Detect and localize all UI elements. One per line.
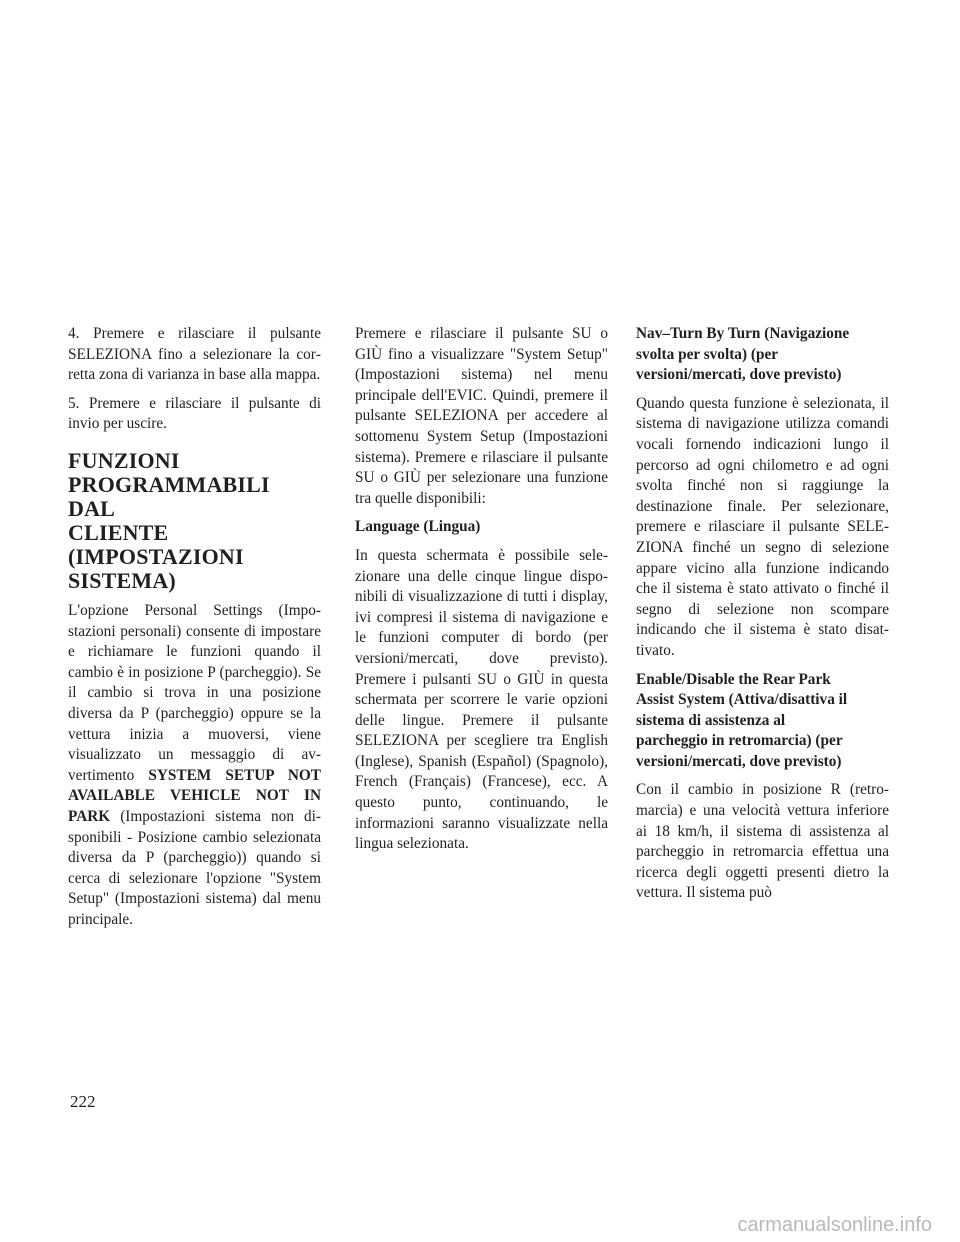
heading-line: parcheggio in retromarcia) (per [636, 732, 843, 750]
language-paragraph: In questa schermata è possibile selezionare una delle cinque lingue disponibili di visualizzazione di tutti i display, ivi compresi il sistema di navigazione e le funzioni computer di bordo (per versioni/mercati, dove previsto). Premere i pulsanti SU o GIÙ in questa schermata per scorrere le varie opzioni delle lingue. Premere il pulsante SELEZIONA per scegliere tra English (Inglese), Spanish (Español) (Spagnolo), French (Français) (Francese), ecc. A questo punto, continuando, le informazioni saranno visualizzate nella lingua selezionata. [355, 546, 608, 853]
heading-line: versioni/mercati, dove previsto) [636, 752, 842, 770]
personal-settings-paragraph [68, 601, 321, 931]
personal-settings-text-cont: (Impostazioni sistema non disponibili - Posizione cambio selezionata diversa da P (parcheggio)) quando si cerca di selezionare l'opzione "System Setup" (Impostazioni sistema) dal menu principale. [68, 807, 321, 928]
language-heading: Language (Lingua) [355, 518, 481, 536]
page-number: 222 [70, 1092, 96, 1111]
heading-line: versioni/mercati, dove previsto) [636, 366, 842, 384]
watermark: carmanualsonline.info [737, 1214, 932, 1236]
section-title-line: FUNZIONI [68, 447, 180, 473]
text-column-left [68, 324, 321, 938]
heading-line: Enable/Disable the Rear Park [636, 670, 831, 688]
step-4-paragraph: 4. Premere e rilasciare il pulsante SELEZIONA fino a selezionare la corretta zona di varianza in base alla mappa. [68, 325, 321, 384]
section-title-line: CLIENTE (IMPOSTAZIONI [68, 519, 244, 569]
text-column-middle [355, 324, 608, 863]
system-setup-intro: Premere e rilasciare il pulsante SU o GIÙ fino a visualizzare "System Setup" (Impostazioni sistema) nel menu principale dell'EVIC. Quindi, premere il pulsante SELEZIONA per accedere al sottomenu System Setup (Impostazioni sistema). Premere e rilasciare il pulsante SU o GIÙ per selezionare una funzione tra quelle disponibili: [355, 325, 608, 507]
heading-line: svolta per svolta) (per [636, 345, 779, 363]
rear-park-assist-heading [636, 670, 889, 773]
personal-settings-text: L'opzione Personal Settings (Impostazioni personali) consente di impostare e richiamare le funzioni quando il cambio è in posizione P (parcheggio). Se il cambio si trova in una posizione diversa da P (parcheggio) oppure se la vettura inizia a muoversi, viene visualizzato un messaggio di avvertimento [68, 601, 321, 784]
text-column-right [636, 324, 889, 912]
section-title-line: SISTEMA) [68, 567, 176, 593]
heading-line: Nav–Turn By Turn (Navigazione [636, 325, 850, 342]
step-5-paragraph: 5. Premere e rilasciare il pulsante di invio per uscire. [68, 394, 321, 433]
heading-line: sistema di assistenza al [636, 711, 786, 729]
section-title-line: PROGRAMMABILI DAL [68, 471, 270, 521]
rear-park-assist-paragraph: Con il cambio in posizione R (retromarcia) e una velocità vettura inferiore ai 18 km/h, il sistema di assistenza al parcheggio in retromarcia effettua una ricerca degli oggetti presenti dietro la vettura. Il sistema può [636, 781, 889, 902]
heading-line: Assist System (Attiva/disattiva il [636, 691, 848, 709]
nav-turn-by-turn-heading [636, 324, 889, 386]
nav-turn-by-turn-paragraph: Quando questa funzione è selezionata, il sistema di navigazione utilizza comandi vocali fornendo indicazioni lungo il percorso ad ogni chilometro e ad ogni svolta finché non si raggiunge la destinazione finale. Per selezionare, premere e rilasciare il pulsante SELEZIONA finché un segno di selezione appare vicino alla funzione indicando che il sistema è stato attivato o finché il segno di selezione non scompare indicando che il sistema è stato disattivato. [636, 394, 889, 659]
section-title [68, 449, 321, 593]
warning-message: SYSTEM SETUP NOT AVAILABLE VEHICLE NOT IN PARK [68, 766, 321, 825]
